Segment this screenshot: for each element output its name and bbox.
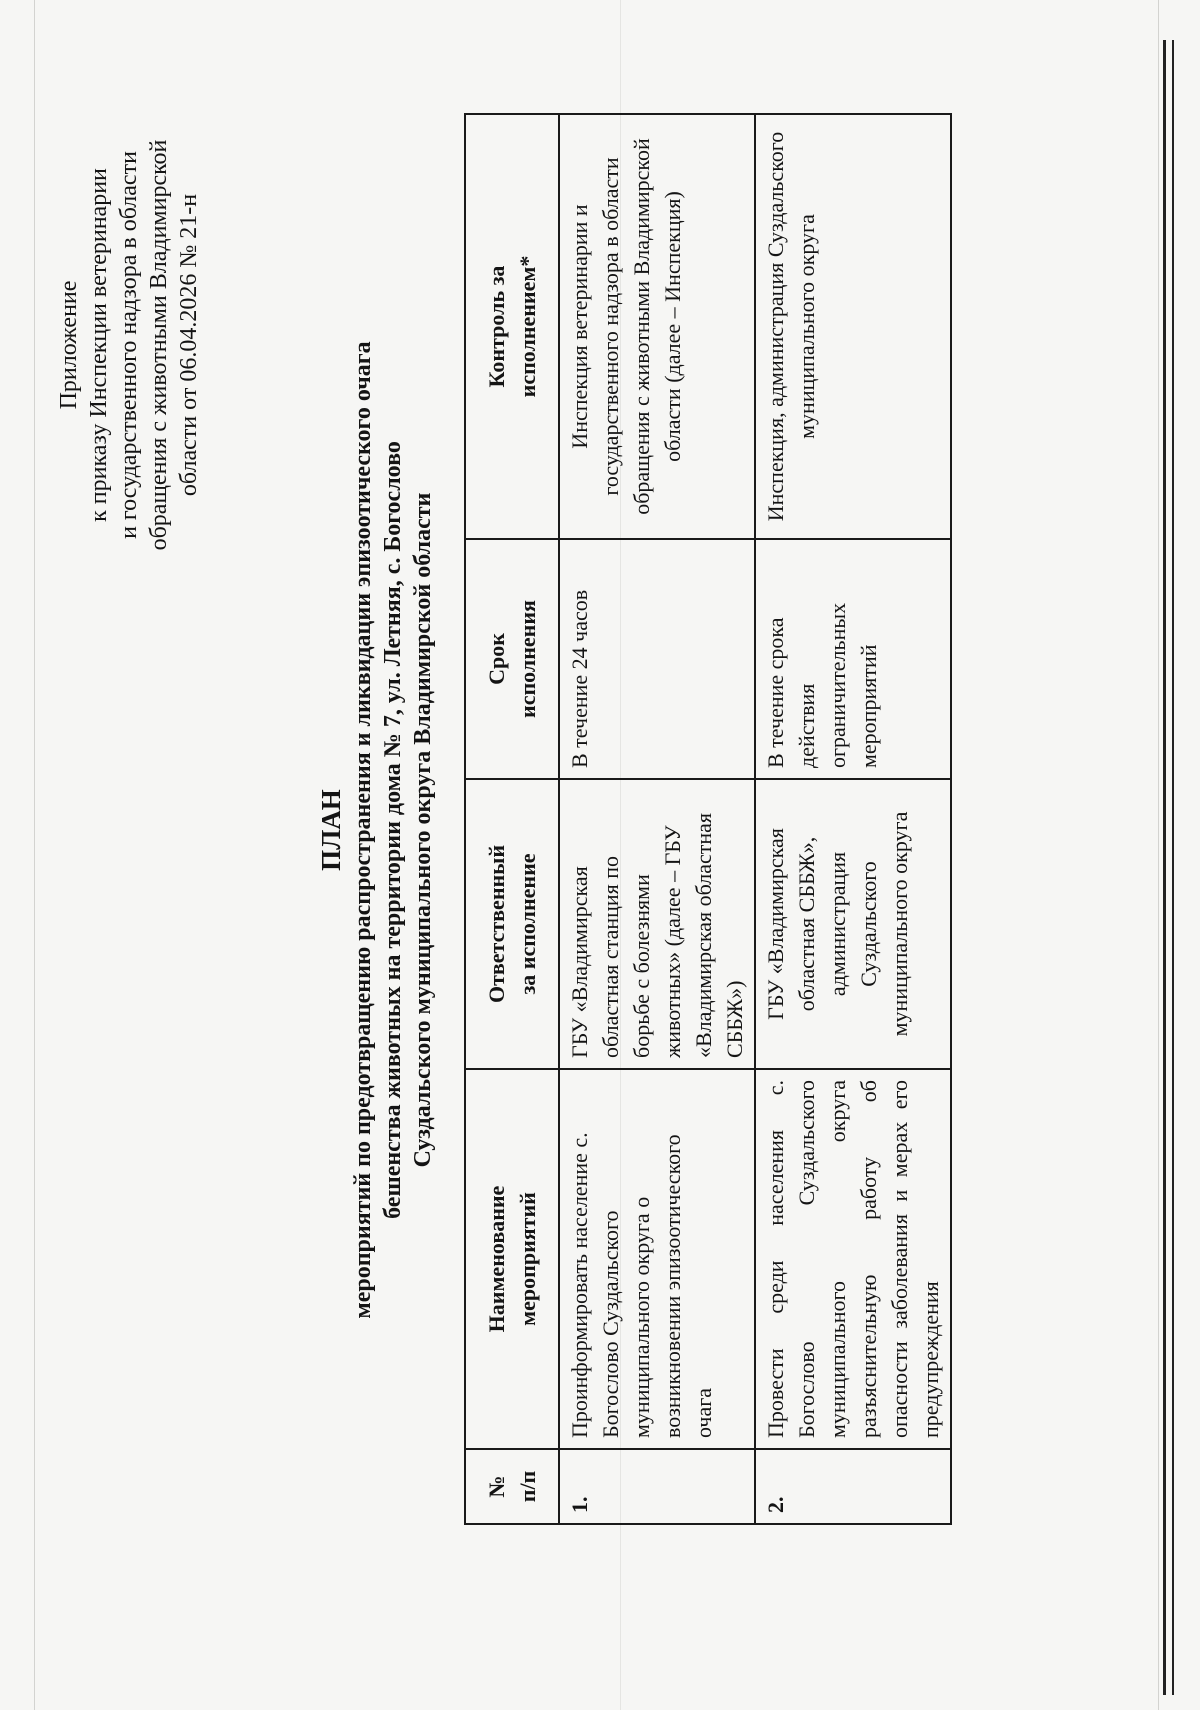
action-name: Провести среди населения с. Богослово Суздальского муниципального округа разъяснительную работу об опасности заболевания и мерах его предупреждения — [755, 1069, 951, 1449]
scan-noise-line — [34, 0, 35, 1710]
table-row — [755, 114, 951, 1524]
appendix-header — [54, 45, 204, 645]
appendix-line: обращения с животными Владимирской — [146, 139, 172, 551]
header-text: исполнением* — [515, 255, 540, 398]
deadline: В течение срока действия ограничительных мероприятий — [755, 539, 951, 779]
rotated-document — [54, 45, 1164, 1615]
header-deadline — [465, 539, 559, 779]
responsible-party: ГБУ «Владимирская областная СББЖ», администрация Суздальского муниципального округа — [755, 779, 951, 1069]
row-number: 1. — [559, 1449, 755, 1524]
title-line: бешенства животных на территории дома № 7, ул. Летняя, с. Богослово — [380, 441, 406, 1219]
header-text: Контроль за — [484, 265, 509, 388]
deadline: В течение 24 часов — [559, 539, 755, 779]
header-text: исполнения — [515, 600, 540, 718]
title-line: Суздальского муниципального округа Владимирской области — [410, 492, 436, 1168]
appendix-line: к приказу Инспекции ветеринарии — [86, 168, 112, 522]
responsible-party: ГБУ «Владимирская областная станция по борьбе с болезнями животных» (далее – ГБУ «Владимирская областная СББЖ») — [559, 779, 755, 1069]
header-responsible — [465, 779, 559, 1069]
row-number: 2. — [755, 1449, 951, 1524]
action-name: Проинформировать население с. Богослово Суздальского муниципального округа о возникновении эпизоотического очага — [559, 1069, 755, 1449]
appendix-line: Приложение — [56, 280, 82, 410]
appendix-line: и государственного надзора в области — [116, 151, 142, 539]
header-text: за исполнение — [515, 853, 540, 995]
header-control — [465, 114, 559, 539]
title-line: мероприятий по предотвращению распространения и ликвидации эпизоотического очага — [350, 341, 376, 1319]
header-num — [465, 1449, 559, 1524]
header-text: Наименование — [484, 1185, 509, 1333]
header-name — [465, 1069, 559, 1449]
header-text: № — [484, 1475, 509, 1498]
header-text: мероприятий — [515, 1192, 540, 1326]
header-text: Срок — [484, 633, 509, 685]
table-header-row — [465, 114, 559, 1524]
appendix-line: области от 06.04.2026 № 21-н — [176, 193, 202, 497]
page-edge-rule — [1172, 40, 1174, 1695]
document-title — [316, 45, 438, 1615]
plan-heading: ПЛАН — [316, 789, 346, 871]
control-party: Инспекция ветеринарии и государственного надзора в области обращения с животными Владимирской области (далее – Инспекция) — [559, 114, 755, 539]
plan-table — [464, 113, 952, 1525]
header-text: п/п — [515, 1470, 540, 1503]
header-text: Ответственный — [484, 844, 509, 1004]
control-party: Инспекция, администрация Суздальского муниципального округа — [755, 114, 951, 539]
table-row — [559, 114, 755, 1524]
